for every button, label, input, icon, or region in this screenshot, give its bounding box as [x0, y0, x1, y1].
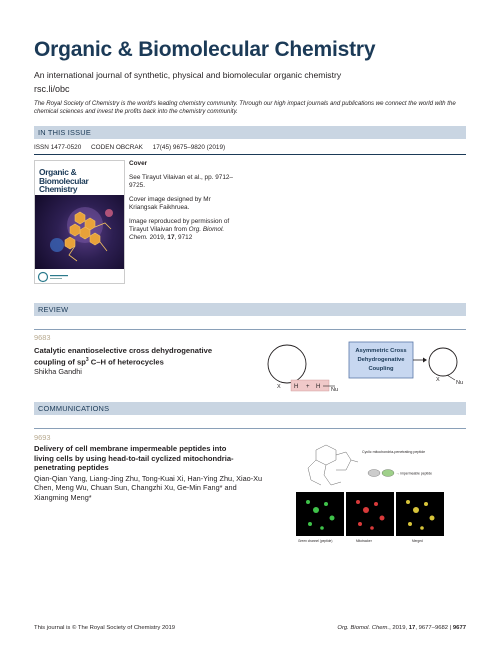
- article-authors: Shikha Gandhi: [34, 367, 82, 376]
- issue-info-line: [34, 144, 233, 151]
- footer-citation: [337, 625, 466, 631]
- microscopy-panel-merged: [396, 492, 444, 536]
- peptide-icon-b: [382, 470, 394, 477]
- footer-page-number: 9677: [452, 625, 466, 631]
- journal-url[interactable]: rsc.li/obc: [34, 84, 70, 94]
- footer-copyright: This journal is © The Royal Society of Chemistry 2019: [34, 625, 176, 631]
- article-title-text: Catalytic enantioselective cross dehydrogenative coupling of sp: [34, 346, 213, 367]
- footer-pages: , 9677–9682: [415, 625, 449, 631]
- peptide-structure-drawing: [308, 445, 358, 485]
- article-title-end: C–H of heterocycles: [88, 357, 164, 367]
- footer-volume: 17: [408, 625, 416, 631]
- cover-see-reference[interactable]: See Tirayut Vilaivan et al., pp. 9712–9725.: [129, 174, 233, 189]
- microscopy-panel-green: [296, 492, 344, 536]
- scheme-box-line1: Asymmetric Cross: [355, 348, 407, 354]
- article-title[interactable]: Delivery of cell membrane impermeable peptides into living cells by using head-to-tail cyclized mitochondria-penetrating peptides: [34, 444, 234, 473]
- cover-journal-abbrev: Org. Biomol. Chem.: [129, 226, 225, 241]
- coden: CODEN OBCRAK: [91, 144, 143, 151]
- cover-art-graphic: [35, 195, 125, 269]
- cover-footer: [35, 269, 125, 284]
- cover-reproduced-text: Image reproduced by permission of Tirayut Vilaivan from: [129, 218, 230, 233]
- cover-reproduced: [129, 218, 234, 242]
- divider: [34, 154, 466, 155]
- section-bar-communications: COMMUNICATIONS: [34, 402, 466, 415]
- microscopy-panel-red: [346, 492, 394, 536]
- scheme-bond-right: [447, 375, 455, 380]
- article-title-sup: 3: [85, 356, 89, 363]
- heterocycle-ring-left: [268, 345, 306, 383]
- page-footer: [34, 625, 466, 631]
- cover-page: , 9712: [174, 234, 193, 241]
- scheme-nu-right: Nu: [456, 380, 464, 386]
- issn: ISSN 1477-0520: [34, 144, 82, 151]
- rsc-logo-icon: [35, 269, 125, 284]
- cover-caption: [129, 160, 234, 248]
- cover-designer: Cover image designed by Mr Kriangsak Faikhruea.: [129, 196, 211, 211]
- cover-artwork: [35, 195, 125, 269]
- cover-volume: 17: [167, 234, 175, 241]
- panel-label-1: Green channel (peptide): [298, 539, 333, 543]
- ga-label-top: Cyclic mitochondria-penetrating peptide: [362, 450, 426, 454]
- divider: [34, 329, 466, 330]
- article-title[interactable]: [34, 346, 244, 367]
- section-bar-issue: IN THIS ISSUE: [34, 126, 466, 139]
- volume-pages: 17(45) 9675–9820 (2019): [152, 144, 226, 151]
- article-page-number[interactable]: 9683: [34, 333, 51, 342]
- footer-journal: Org. Biomol. Chem.: [337, 625, 390, 631]
- cover-heading: Cover: [129, 160, 148, 167]
- article-authors: Qian-Qian Yang, Liang-Jing Zhu, Tong-Kuai Xi, Han-Ying Zhu, Xiao-Xu Chen, Meng Wu, Chuan Sun, Changzhi Xu, Ge-Min Fang* and Xiangming Meng*: [34, 474, 263, 502]
- cover-year: 2019,: [149, 234, 166, 241]
- cover-image[interactable]: [34, 160, 125, 284]
- journal-subtitle: An international journal of synthetic, physical and biomolecular organic chemistry: [34, 70, 342, 80]
- scheme-h2: H: [316, 384, 321, 390]
- scheme-h1: H: [294, 384, 299, 390]
- scheme-box-line2: Dehydrogenative: [357, 357, 405, 363]
- article-page-number[interactable]: 9693: [34, 433, 51, 442]
- rsc-tagline: The Royal Society of Chemistry is the world's leading chemistry community. Through our high impact journals and publications we connect the world with the chemical sciences and invest the profits back into the chemistry community.: [34, 100, 456, 116]
- cover-header: [35, 161, 124, 195]
- scheme-x-left: X: [277, 384, 281, 390]
- footer-year: , 2019,: [389, 625, 408, 631]
- panel-label-2: Mitotracker: [356, 539, 372, 543]
- journal-title: Organic & Biomolecular Chemistry: [34, 38, 376, 61]
- cover-journal-title: Organic & Biomolecular Chemistry: [39, 167, 89, 195]
- peptide-icon-a: [368, 470, 380, 477]
- ga-label-mid: → impermeable peptide: [396, 471, 432, 476]
- scheme-arrowhead-icon: [423, 358, 427, 363]
- scheme-x-right: X: [436, 377, 440, 383]
- heterocycle-ring-right: [429, 348, 457, 376]
- divider: [34, 428, 466, 429]
- scheme-nu-left: Nu: [331, 387, 339, 393]
- section-bar-review: REVIEW: [34, 303, 466, 316]
- scheme-box-line3: Coupling: [368, 366, 394, 372]
- footer-separator: |: [449, 625, 452, 631]
- communication-graphic: [296, 440, 446, 548]
- review-scheme-graphic: [265, 334, 470, 398]
- panel-label-3: Merged: [412, 539, 423, 543]
- scheme-plus: +: [306, 384, 310, 390]
